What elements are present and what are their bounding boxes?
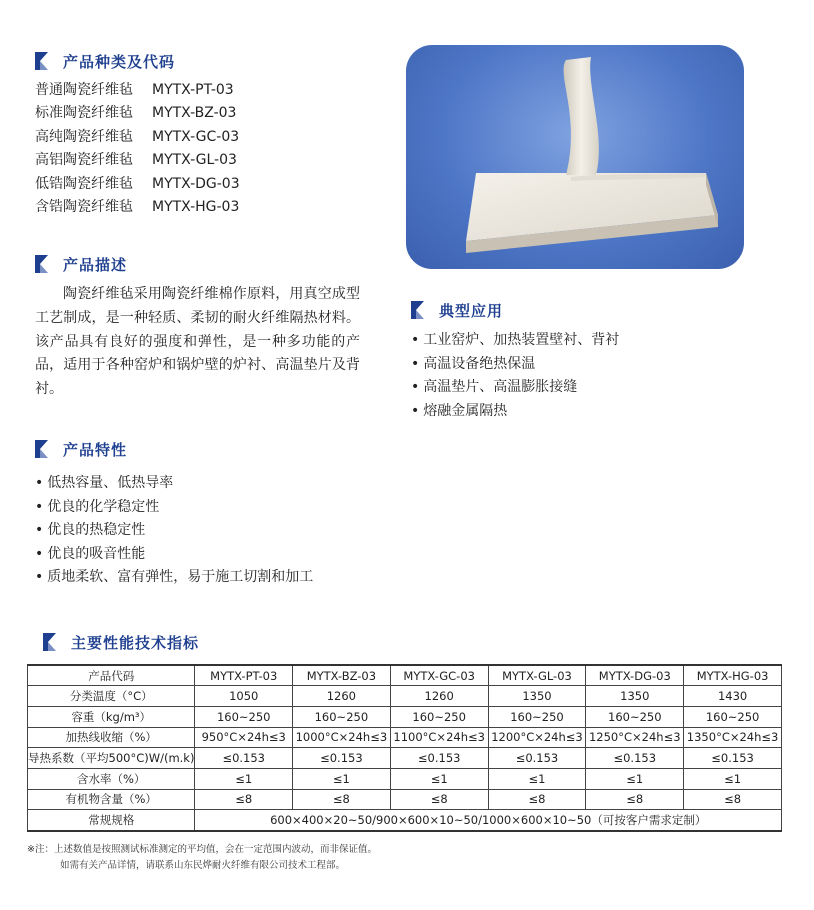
table-cell: 1350	[488, 686, 586, 707]
table-cell: ≤8	[586, 789, 684, 810]
table-row	[28, 748, 782, 769]
table-row	[28, 810, 782, 831]
table-cell: 950°C×24h≤3	[195, 727, 293, 748]
list-item: 高纯陶瓷纤维毡 MYTX-GC-03	[35, 128, 240, 145]
section-title-codes: 产品种类及代码	[35, 50, 175, 72]
section-marker-icon	[35, 440, 49, 458]
table-cell: 160~250	[390, 706, 488, 727]
section-marker-icon	[35, 52, 49, 70]
table-cell: ≤8	[292, 789, 390, 810]
table-cell: ≤1	[488, 768, 586, 789]
table-cell: ≤1	[586, 768, 684, 789]
table-cell: ≤0.153	[390, 748, 488, 769]
table-cell: 1260	[390, 686, 488, 707]
table-cell: ≤1	[390, 768, 488, 789]
table-row-label: 产品代码	[28, 665, 195, 686]
table-row	[28, 727, 782, 748]
footnote	[27, 842, 377, 874]
table-cell: 1250°C×24h≤3	[586, 727, 684, 748]
table-cell: ≤0.153	[195, 748, 293, 769]
table-cell: ≤8	[684, 789, 782, 810]
table-cell: 1200°C×24h≤3	[488, 727, 586, 748]
table-row	[28, 706, 782, 727]
table-cell: 1350	[586, 686, 684, 707]
table-cell: ≤8	[390, 789, 488, 810]
list-item: • 低热容量、低热导率	[35, 472, 313, 496]
table-cell: 1100°C×24h≤3	[390, 727, 488, 748]
application-list	[411, 329, 619, 423]
table-cell: 600×400×20~50/900×600×10~50/1000×600×10~50（可按客户需求定制）	[195, 810, 782, 831]
table-cell: MYTX-PT-03	[195, 665, 293, 686]
section-marker-icon	[43, 633, 57, 651]
section-title-features: 产品特性	[35, 438, 127, 460]
product-photo	[406, 45, 744, 269]
table-row-label: 常规规格	[28, 810, 195, 831]
table-cell: ≤1	[684, 768, 782, 789]
table-row-label: 加热线收缩（%）	[28, 727, 195, 748]
table-cell: ≤8	[195, 789, 293, 810]
table-row-label: 分类温度（°C）	[28, 686, 195, 707]
table-cell: ≤8	[488, 789, 586, 810]
table-cell: 160~250	[195, 706, 293, 727]
table-row-label: 有机物含量（%）	[28, 789, 195, 810]
table-row-label: 导热系数（平均500°C)W/(m.k)	[28, 748, 195, 769]
section-marker-icon	[411, 301, 425, 319]
table-cell: 160~250	[488, 706, 586, 727]
ceramic-fiber-blanket-image	[406, 45, 744, 269]
list-item: • 工业窑炉、加热装置壁衬、背衬	[411, 329, 619, 353]
table-row	[28, 665, 782, 686]
section-marker-icon	[35, 255, 49, 273]
section-title-description: 产品描述	[35, 253, 127, 275]
table-row	[28, 789, 782, 810]
feature-list	[35, 472, 313, 590]
list-item: • 质地柔软、富有弹性，易于施工切割和加工	[35, 566, 313, 590]
footnote-line: ※注：上述数值是按照测试标准测定的平均值，会在一定范围内波动，而非保证值。	[27, 844, 377, 855]
table-cell: MYTX-GL-03	[488, 665, 586, 686]
list-item: 标准陶瓷纤维毡 MYTX-BZ-03	[35, 105, 237, 122]
table-cell: 1430	[684, 686, 782, 707]
table-row-label: 容重（kg/m³）	[28, 706, 195, 727]
section-title-applications: 典型应用	[411, 299, 503, 321]
section-title-specs: 主要性能技术指标	[43, 631, 199, 653]
table-cell: MYTX-BZ-03	[292, 665, 390, 686]
table-cell: MYTX-DG-03	[586, 665, 684, 686]
table-row	[28, 768, 782, 789]
list-item: • 高温垫片、高温膨胀接缝	[411, 376, 619, 400]
list-item: • 熔融金属隔热	[411, 400, 619, 424]
table-cell: 1260	[292, 686, 390, 707]
table-cell: ≤0.153	[586, 748, 684, 769]
table-cell: 1050	[195, 686, 293, 707]
table-row-label: 含水率（%）	[28, 768, 195, 789]
table-cell: ≤1	[195, 768, 293, 789]
list-item: 低锆陶瓷纤维毡 MYTX-DG-03	[35, 175, 240, 192]
table-cell: 1350°C×24h≤3	[684, 727, 782, 748]
list-item: • 优良的化学稳定性	[35, 496, 313, 520]
table-cell: 1000°C×24h≤3	[292, 727, 390, 748]
table-cell: MYTX-HG-03	[684, 665, 782, 686]
table-cell: MYTX-GC-03	[390, 665, 488, 686]
footnote-line: 如需有关产品详情，请联系山东民烨耐火纤维有限公司技术工程部。	[60, 860, 346, 871]
table-cell: ≤0.153	[292, 748, 390, 769]
spec-table	[27, 664, 782, 832]
list-item: 高铝陶瓷纤维毡 MYTX-GL-03	[35, 152, 237, 169]
table-cell: 160~250	[586, 706, 684, 727]
list-item: • 优良的吸音性能	[35, 543, 313, 567]
list-item: • 高温设备绝热保温	[411, 353, 619, 377]
table-cell: ≤1	[292, 768, 390, 789]
table-cell: ≤0.153	[684, 748, 782, 769]
product-description: 陶瓷纤维毡采用陶瓷纤维棉作原料，用真空成型工艺制成，是一种轻质、柔韧的耐火纤维隔热材料。该产品具有良好的强度和弹性，是一种多功能的产品，适用于各种窑炉和锅炉壁的炉衬、高温垫片及背衬。	[35, 286, 360, 398]
list-item: • 优良的热稳定性	[35, 519, 313, 543]
list-item: 普通陶瓷纤维毡 MYTX-PT-03	[35, 82, 234, 98]
product-code-list	[35, 79, 240, 219]
table-cell: 160~250	[292, 706, 390, 727]
list-item: 含锆陶瓷纤维毡 MYTX-HG-03	[35, 198, 240, 215]
table-cell: 160~250	[684, 706, 782, 727]
table-row	[28, 686, 782, 707]
table-cell: ≤0.153	[488, 748, 586, 769]
